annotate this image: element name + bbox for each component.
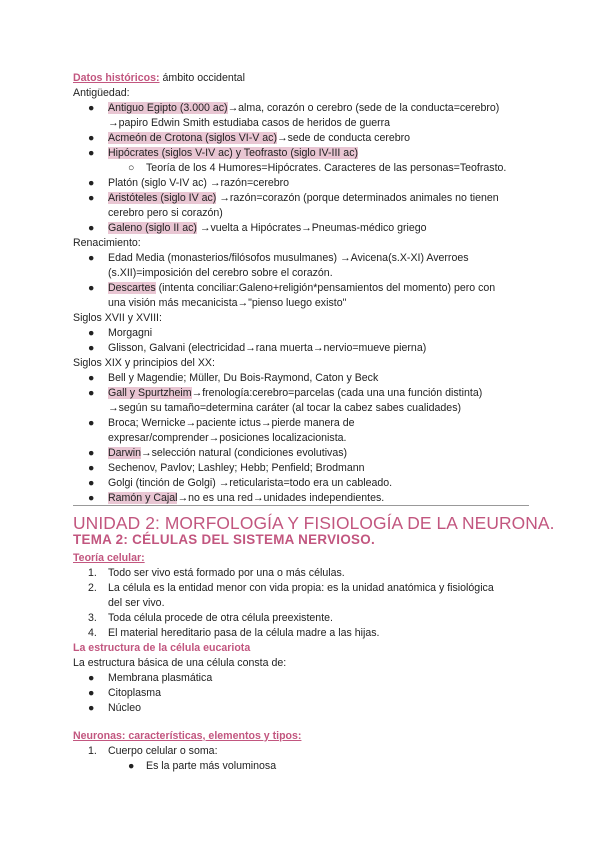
bullet-icon: ●	[88, 417, 95, 429]
list-item	[108, 102, 499, 115]
bullet-icon: ●	[88, 372, 95, 384]
list-item: El material hereditario pasa de la célula madre a las hijas.	[108, 627, 380, 639]
list-item-continuation: (s.XII)=imposición del cerebro sobre el corazón.	[108, 267, 333, 279]
neuronas-heading: Neuronas: características, elementos y tipos:	[73, 730, 302, 742]
highlighted-term: Descartes	[108, 282, 156, 294]
tema-title: TEMA 2: CÉLULAS DEL SISTEMA NERVIOSO.	[73, 532, 376, 547]
list-item-continuation: una visión más mecanicista→"pienso luego existo"	[108, 297, 347, 309]
list-number: 2.	[88, 582, 97, 594]
list-item: Sechenov, Pavlov; Lashley; Hebb; Penfield; Brodmann	[108, 462, 365, 474]
sub-list-item: Teoría de los 4 Humores=Hipócrates. Caracteres de las personas=Teofrasto.	[146, 162, 507, 174]
list-item-continuation: →según su tamaño=determina caráter (al tocar la cabez sabes cualidades)	[108, 402, 462, 414]
bullet-icon: ●	[88, 282, 95, 294]
list-number: 1.	[88, 567, 97, 579]
bullet-icon: ●	[128, 760, 135, 772]
antiguedad-label: Antigüedad:	[73, 87, 130, 99]
bullet-icon: ●	[88, 147, 95, 159]
list-item	[108, 447, 347, 460]
highlighted-term: Darwin	[108, 447, 141, 459]
sub-list-item: Es la parte más voluminosa	[146, 760, 277, 772]
bullet-icon: ●	[88, 687, 95, 699]
list-item: Toda célula procede de otra célula preexistente.	[108, 612, 333, 624]
list-number: 1.	[88, 745, 97, 757]
bullet-icon: ●	[88, 192, 95, 204]
item-text: →selección natural (condiciones evolutivas)	[140, 447, 348, 459]
list-number: 4.	[88, 627, 97, 639]
highlighted-term: Acmeón de Crotona (siglos VI-V ac)	[108, 132, 277, 144]
list-item: Glisson, Galvani (electricidad→rana muerta→nervio=mueve pierna)	[108, 342, 427, 354]
bullet-icon: ●	[88, 252, 95, 264]
circle-bullet-icon: ○	[128, 162, 135, 174]
siglos-xvii-label: Siglos XVII y XVIII:	[73, 312, 162, 324]
teoria-heading: Teoría celular:	[73, 552, 145, 564]
bullet-icon: ●	[88, 702, 95, 714]
bullet-icon: ●	[88, 462, 95, 474]
eucariota-heading: La estructura de la célula eucariota	[73, 642, 251, 654]
bullet-icon: ●	[88, 477, 95, 489]
bullet-icon: ●	[88, 342, 95, 354]
item-text: →vuelta a Hipócrates→Pneumas-médico griego	[196, 222, 427, 234]
list-item: Núcleo	[108, 702, 141, 714]
list-item	[108, 282, 495, 295]
list-item-continuation: cerebro pero si corazón)	[108, 207, 223, 219]
list-item	[108, 222, 427, 235]
historical-heading-line	[73, 72, 245, 85]
bullet-icon: ●	[88, 387, 95, 399]
highlighted-term: Ramón y Cajal	[108, 492, 178, 504]
bullet-icon: ●	[88, 492, 95, 504]
list-item: Golgi (tinción de Golgi) →reticularista=todo era un cableado.	[108, 477, 393, 489]
list-item	[108, 147, 358, 160]
item-text: →razón=corazón (porque determinados animales no tienen	[216, 192, 499, 204]
list-item: Bell y Magendie; Müller, Du Bois-Raymond, Caton y Beck	[108, 372, 379, 384]
bullet-icon: ●	[88, 102, 95, 114]
list-item	[108, 132, 410, 145]
list-item: Cuerpo celular o soma:	[108, 745, 218, 757]
highlighted-term: Aristóteles (siglo IV ac)	[108, 192, 217, 204]
bullet-icon: ●	[88, 222, 95, 234]
item-text: →sede de conducta cerebro	[276, 132, 411, 144]
bullet-icon: ●	[88, 132, 95, 144]
bullet-icon: ●	[88, 327, 95, 339]
item-text: →alma, corazón o cerebro (sede de la conducta=cerebro)	[227, 102, 500, 114]
historical-heading-rest: ámbito occidental	[159, 72, 245, 84]
horizontal-divider	[73, 505, 529, 506]
bullet-icon: ●	[88, 447, 95, 459]
list-number: 3.	[88, 612, 97, 624]
siglos-xix-label: Siglos XIX y principios del XX:	[73, 357, 215, 369]
list-item-continuation: expresar/comprender→posiciones localizacionista.	[108, 432, 347, 444]
list-item	[108, 192, 499, 205]
bullet-icon: ●	[88, 177, 95, 189]
list-item: Platón (siglo V-IV ac) →razón=cerebro	[108, 177, 290, 189]
list-item-continuation: →papiro Edwin Smith estudiaba casos de heridos de guerra	[108, 117, 391, 129]
renacimiento-label: Renacimiento:	[73, 237, 141, 249]
list-item: Edad Media (monasterios/filósofos musulmanes) →Avicena(s.X-XI) Averroes	[108, 252, 469, 264]
list-item: Membrana plasmática	[108, 672, 213, 684]
list-item: La célula es la entidad menor con vida propia: es la unidad anatómica y fisiológica	[108, 582, 494, 594]
highlighted-term: Gall y Spurtzheim	[108, 387, 192, 399]
item-text: (intenta conciliar:Galeno+religión*pensamientos del momento) pero con	[155, 282, 496, 294]
unit-title: UNIDAD 2: MORFOLOGÍA Y FISIOLOGÍA DE LA NEURONA.	[73, 513, 555, 533]
list-item: Broca; Wernicke→paciente ictus→pierde manera de	[108, 417, 355, 429]
list-item	[108, 492, 384, 505]
highlighted-term: Hipócrates (siglos V-IV ac) y Teofrasto (siglo IV-III ac)	[108, 147, 359, 159]
highlighted-term: Antiguo Egipto (3.000 ac)	[108, 102, 228, 114]
item-text: →frenología:cerebro=parcelas (cada una una función distinta)	[191, 387, 483, 399]
list-item-continuation: del ser vivo.	[108, 597, 165, 609]
highlighted-term: Galeno (siglo II ac)	[108, 222, 197, 234]
bullet-icon: ●	[88, 672, 95, 684]
list-item: Morgagni	[108, 327, 153, 339]
list-item: Citoplasma	[108, 687, 161, 699]
list-item: Todo ser vivo está formado por una o más células.	[108, 567, 345, 579]
historical-heading: Datos históricos:	[73, 72, 160, 84]
item-text: →no es una red→unidades independientes.	[177, 492, 385, 504]
eucariota-intro: La estructura básica de una célula consta de:	[73, 657, 287, 669]
list-item	[108, 387, 482, 400]
